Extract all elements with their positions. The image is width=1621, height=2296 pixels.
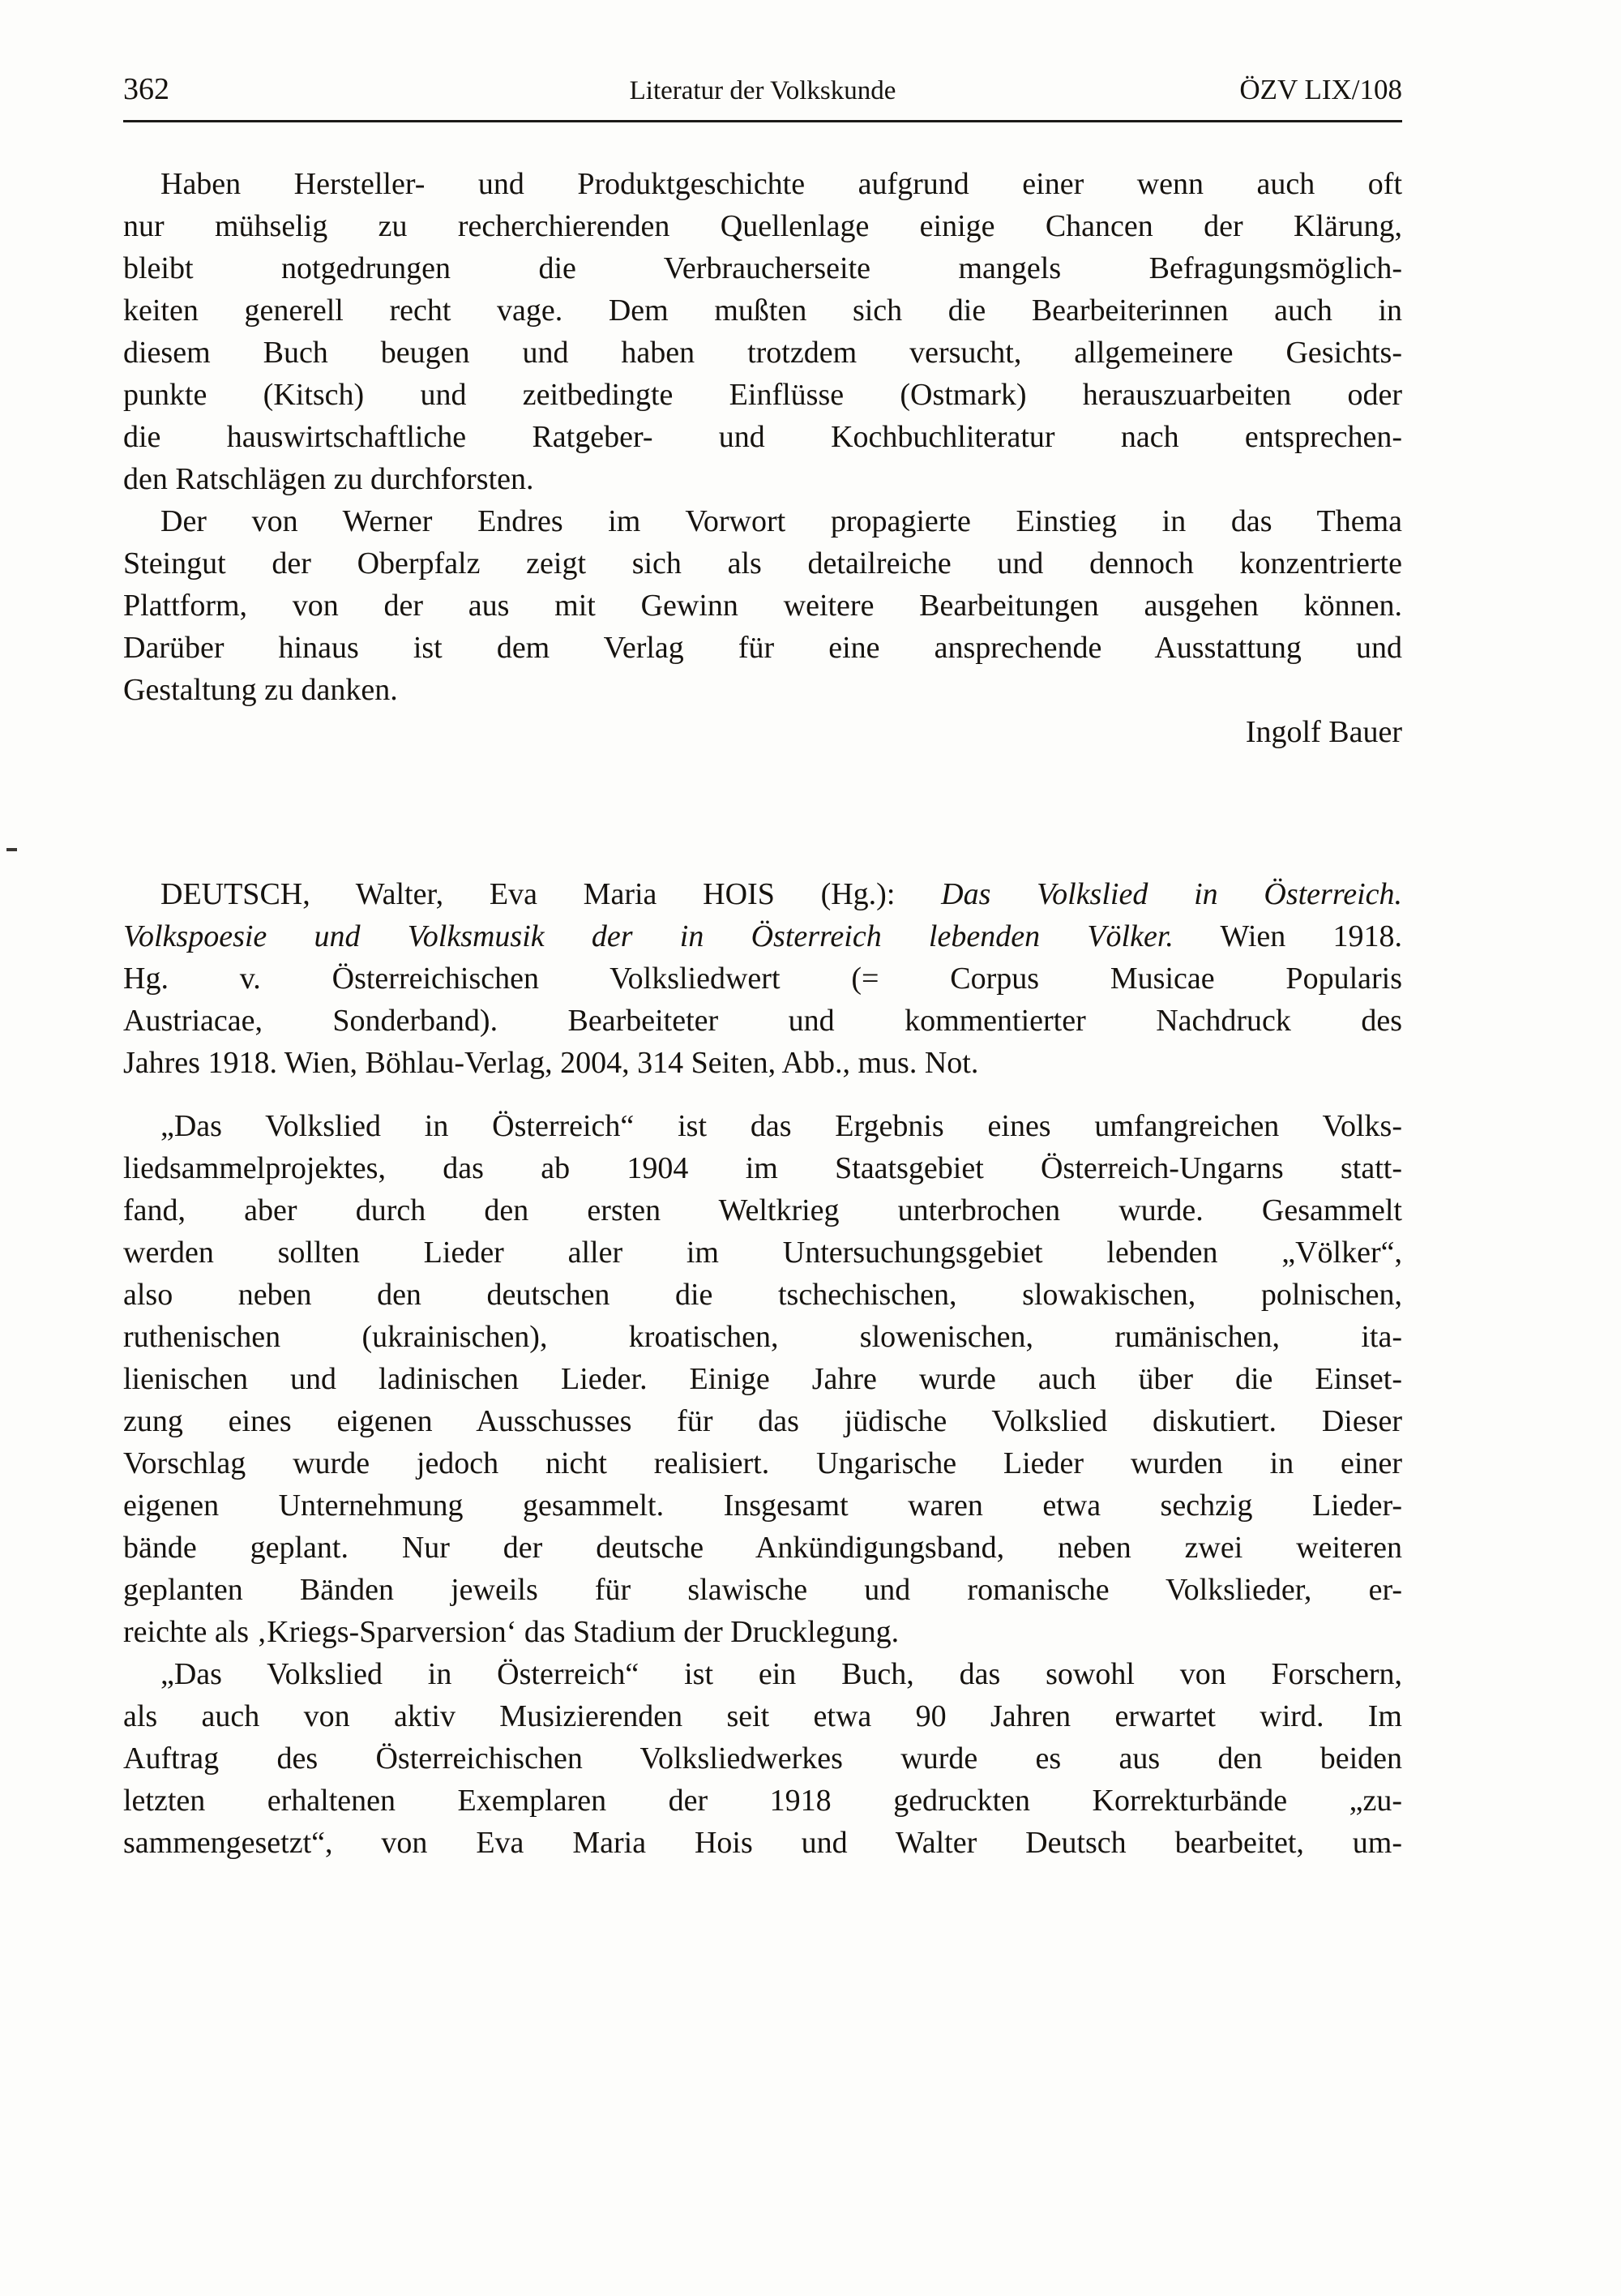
text-line: lienischen und ladinischen Lieder. Einige Jahre wurde auch über die Einset-	[123, 1362, 1402, 1396]
text-line: Haben Hersteller- und Produktgeschichte aufgrund einer wenn auch oft	[160, 167, 1402, 201]
text-line: bleibt notgedrungen die Verbraucherseite mangels Befragungsmöglich-	[123, 251, 1402, 285]
text-line: bände geplant. Nur der deutsche Ankündigungsband, neben zwei weiteren	[123, 1531, 1402, 1565]
review-bauer-paragraph-2	[123, 500, 1402, 711]
text-line: DEUTSCH, Walter, Eva Maria HOIS (Hg.): Das Volkslied in Österreich.	[160, 877, 1403, 911]
text-line: nur mühselig zu recherchierenden Quellenlage einige Chancen der Klärung,	[123, 209, 1402, 243]
text-line: die hauswirtschaftliche Ratgeber- und Kochbuchliteratur nach entsprechen-	[123, 420, 1402, 454]
text-line: liedsammelprojektes, das ab 1904 im Staatsgebiet Österreich-Ungarns statt-	[123, 1151, 1402, 1185]
text-line: punkte (Kitsch) und zeitbedingte Einflüsse (Ostmark) herauszuarbeiten oder	[123, 378, 1402, 412]
running-title: Literatur der Volkskunde	[629, 76, 896, 105]
text-line: Darüber hinaus ist dem Verlag für eine ansprechende Ausstattung und	[123, 631, 1402, 665]
text-line: Austriacae, Sonderband). Bearbeiteter und kommentierter Nachdruck des	[123, 1004, 1402, 1038]
reviewer-signature: Ingolf Bauer	[1245, 715, 1402, 749]
text-line: Jahres 1918. Wien, Böhlau-Verlag, 2004, 314 Seiten, Abb., mus. Not.	[123, 1046, 979, 1080]
scan-artifact-dash	[6, 848, 17, 851]
review-deutsch-paragraph-2	[123, 1653, 1402, 1864]
text-line: Gestaltung zu danken.	[123, 673, 398, 707]
text-line: Der von Werner Endres im Vorwort propagierte Einstieg in das Thema	[160, 504, 1402, 538]
text-line: keiten generell recht vage. Dem mußten sich die Bearbeiterinnen auch in	[123, 293, 1402, 328]
text-line: eigenen Unternehmung gesammelt. Insgesamt waren etwa sechzig Lieder-	[123, 1489, 1402, 1523]
page-header	[123, 71, 1402, 107]
text-line: den Ratschlägen zu durchforsten.	[123, 462, 534, 496]
text-line: Plattform, von der aus mit Gewinn weitere Bearbeitungen ausgehen können.	[123, 589, 1402, 623]
text-line: Steingut der Oberpfalz zeigt sich als detailreiche und dennoch konzentrierte	[123, 546, 1402, 580]
journal-reference: ÖZV LIX/108	[1239, 74, 1402, 105]
text-line: Auftrag des Österreichischen Volksliedwerkes wurde es aus den beiden	[123, 1741, 1402, 1776]
text-line: diesem Buch beugen und haben trotzdem versucht, allgemeinere Gesichts-	[123, 336, 1402, 370]
header-rule	[123, 120, 1402, 122]
page-number: 362	[123, 72, 169, 106]
text-line: Volkspoesie und Volksmusik der in Österreich lebenden Völker. Wien 1918.	[123, 919, 1402, 953]
text-line: „Das Volkslied in Österreich“ ist das Ergebnis eines umfangreichen Volks-	[160, 1109, 1402, 1143]
review-deutsch-paragraph-1	[123, 1105, 1402, 1653]
review-bauer-paragraph-1	[123, 163, 1402, 500]
text-line: also neben den deutschen die tschechischen, slowakischen, polnischen,	[123, 1278, 1402, 1312]
text-line: Vorschlag wurde jedoch nicht realisiert. Ungarische Lieder wurden in einer	[123, 1446, 1402, 1480]
text-line: Hg. v. Österreichischen Volksliedwert (= Corpus Musicae Popularis	[123, 962, 1402, 996]
text-line: ruthenischen (ukrainischen), kroatischen, slowenischen, rumänischen, ita-	[123, 1320, 1402, 1354]
text-line: letzten erhaltenen Exemplaren der 1918 gedruckten Korrekturbände „zu-	[123, 1784, 1402, 1818]
text-line: sammengesetzt“, von Eva Maria Hois und Walter Deutsch bearbeitet, um-	[123, 1826, 1402, 1860]
text-line: als auch von aktiv Musizierenden seit etwa 90 Jahren erwartet wird. Im	[123, 1699, 1402, 1733]
text-line: zung eines eigenen Ausschusses für das jüdische Volkslied diskutiert. Dieser	[123, 1404, 1402, 1438]
text-line: fand, aber durch den ersten Weltkrieg unterbrochen wurde. Gesammelt	[123, 1193, 1402, 1227]
text-line: werden sollten Lieder aller im Untersuchungsgebiet lebenden „Völker“,	[123, 1236, 1402, 1270]
page-body	[123, 163, 1402, 1864]
scanned-page	[123, 71, 1402, 1864]
review-deutsch-citation	[123, 873, 1402, 1084]
text-line: reichte als ‚Kriegs-Sparversion‘ das Stadium der Drucklegung.	[123, 1615, 900, 1649]
text-line: „Das Volkslied in Österreich“ ist ein Buch, das sowohl von Forschern,	[160, 1657, 1402, 1691]
text-line: geplanten Bänden jeweils für slawische und romanische Volkslieder, er-	[123, 1573, 1402, 1607]
